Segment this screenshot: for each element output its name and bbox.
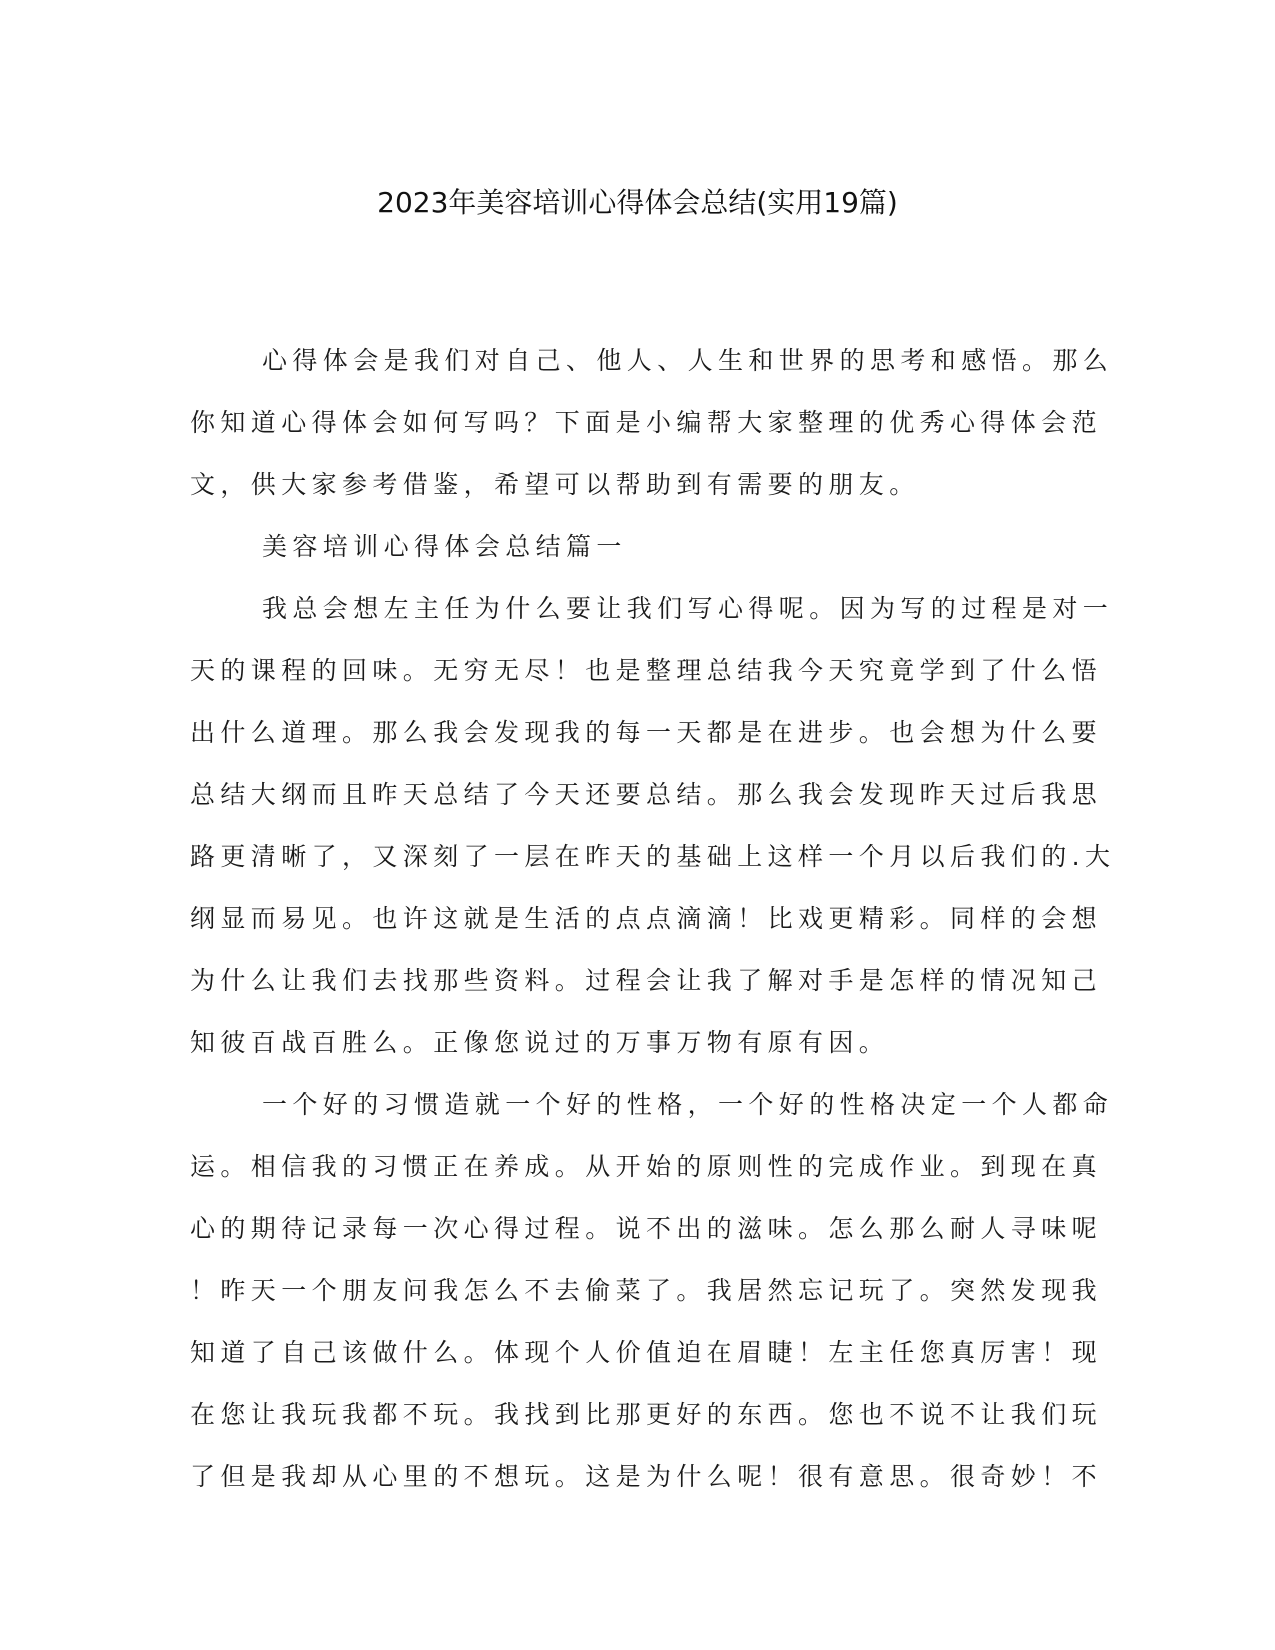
document-body [190, 330, 1116, 1508]
paragraph-line: 路更清晰了，又深刻了一层在昨天的基础上这样一个月以后我们的.大 [190, 842, 1116, 871]
paragraph-line: 运。相信我的习惯正在养成。从开始的原则性的完成作业。到现在真 [190, 1152, 1103, 1181]
paragraph-line: 一个好的习惯造就一个好的性格，一个好的性格决定一个人都命 [262, 1090, 1114, 1119]
paragraph-line: 心的期待记录每一次心得过程。说不出的滋味。怎么那么耐人寻味呢 [190, 1214, 1103, 1243]
paragraph-line: 在您让我玩我都不玩。我找到比那更好的东西。您也不说不让我们玩 [190, 1400, 1103, 1429]
paragraph-line: 为什么让我们去找那些资料。过程会让我了解对手是怎样的情况知己 [190, 966, 1103, 995]
paragraph-line: 你知道心得体会如何写吗？下面是小编帮大家整理的优秀心得体会范 [190, 408, 1103, 437]
paragraph-line: 知彼百战百胜么。正像您说过的万事万物有原有因。 [190, 1028, 890, 1057]
paragraph-line: 知道了自己该做什么。体现个人价值迫在眉睫！左主任您真厉害！现 [190, 1338, 1103, 1367]
paragraph-line: 文，供大家参考借鉴，希望可以帮助到有需要的朋友。 [190, 470, 920, 499]
paragraph-line: ！昨天一个朋友问我怎么不去偷菜了。我居然忘记玩了。突然发现我 [190, 1276, 1103, 1305]
section-heading: 美容培训心得体会总结篇一 [262, 532, 627, 561]
paragraph-line: 了但是我却从心里的不想玩。这是为什么呢！很有意思。很奇妙！不 [190, 1462, 1103, 1491]
paragraph-line: 纲显而易见。也许这就是生活的点点滴滴！比戏更精彩。同样的会想 [190, 904, 1103, 933]
paragraph-line: 出什么道理。那么我会发现我的每一天都是在进步。也会想为什么要 [190, 718, 1103, 747]
paragraph-line: 心得体会是我们对自己、他人、人生和世界的思考和感悟。那么 [262, 346, 1114, 375]
document-title: 2023年美容培训心得体会总结(实用19篇) [377, 186, 898, 219]
paragraph-line: 天的课程的回味。无穷无尽！也是整理总结我今天究竟学到了什么悟 [190, 656, 1103, 685]
paragraph-line: 总结大纲而且昨天总结了今天还要总结。那么我会发现昨天过后我思 [190, 780, 1103, 809]
paragraph-line: 我总会想左主任为什么要让我们写心得呢。因为写的过程是对一 [262, 594, 1114, 623]
